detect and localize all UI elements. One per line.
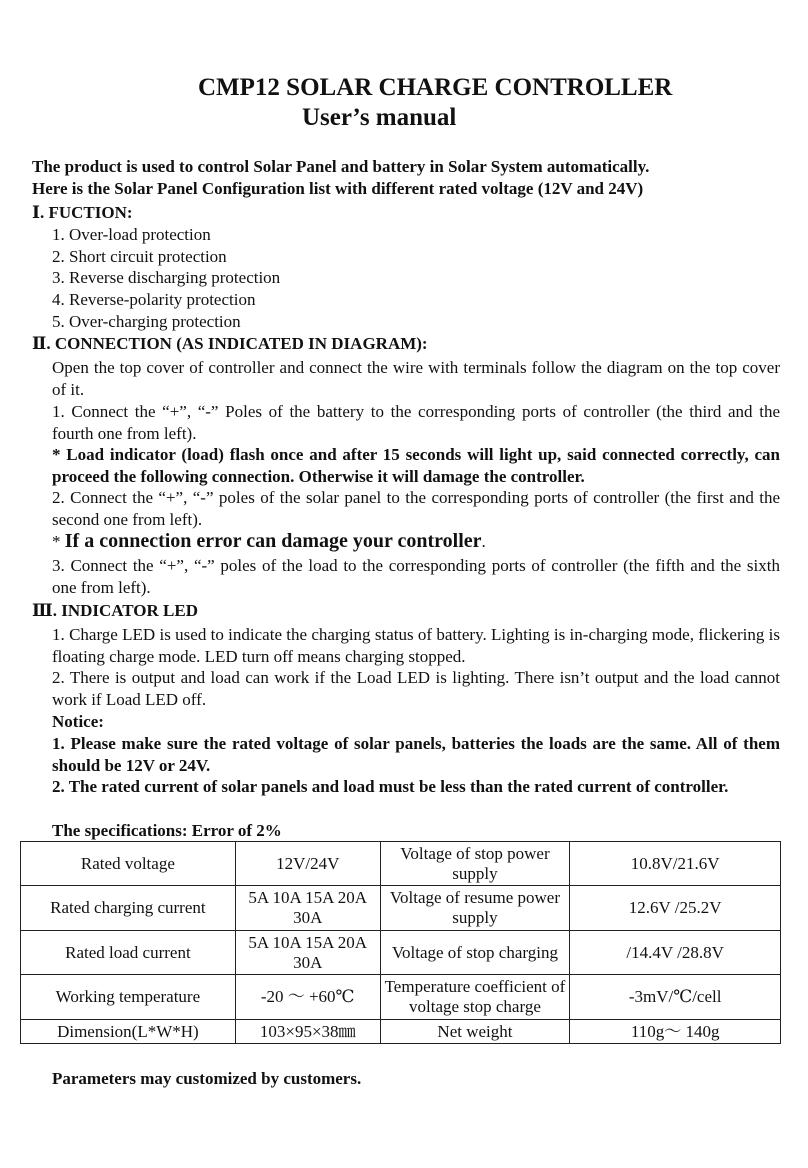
function-item: 5. Over-charging protection [52,312,241,331]
indicator-paragraph-1: 1. Charge LED is used to indicate the charging status of battery. Lighting is in-charging mode, flickering is floating charge mode. LED turn off means charging stopped. [52,625,780,666]
connection-step-2: 2. Connect the “+”, “-” poles of the solar panel to the corresponding ports of controller (the first and the second one from left). [52,488,780,529]
connection-warning: * Load indicator (load) flash once and after 15 seconds will light up, said connected correctly, can proceed the following connection. Otherwise it will damage the controller. [52,445,780,486]
table-row [21,842,781,886]
connection-step-3: 3. Connect the “+”, “-” poles of the load to the corresponding ports of controller (the fifth and the sixth one from left). [52,556,780,597]
connection-paragraph: Open the top cover of controller and connect the wire with terminals follow the diagram on the top cover of it. [52,358,780,399]
document-subtitle: User’s manual [302,104,457,131]
spec-label: Net weight [380,1020,570,1044]
function-item: 3. Reverse discharging protection [52,268,281,287]
spec-table [20,841,781,1044]
spec-value: -3mV/℃/cell [570,975,781,1020]
spec-label: Dimension(L*W*H) [21,1020,236,1044]
spec-value: 12V/24V [235,842,380,886]
note-star: * [52,532,65,551]
spec-value: 103×95×38㎜ [235,1020,380,1044]
connection-error-note [52,531,780,553]
spec-value: 110g～ 140g [570,1020,781,1044]
function-item: 2. Short circuit protection [52,247,227,266]
indicator-paragraph-2: 2. There is output and load can work if the Load LED is lighting. There isn’t output and the load cannot work if Load LED off. [52,668,780,709]
section-heading-indicator: Ⅲ. INDICATOR LED [32,601,199,620]
spec-value: 5A 10A 15A 20A 30A [235,931,380,975]
section-heading-connection: Ⅱ. CONNECTION (AS INDICATED IN DIAGRAM): [32,334,428,353]
section-heading-function: Ⅰ. FUCTION: [32,203,133,222]
spec-value: /14.4V /28.8V [570,931,781,975]
table-row [21,886,781,931]
notice-item-1: 1. Please make sure the rated voltage of solar panels, batteries the loads are the same. All of them should be 12V or 24V. [52,734,780,775]
notice-label: Notice: [52,712,104,731]
spec-label: Voltage of stop power supply [380,842,570,886]
notice-item-2: 2. The rated current of solar panels and load must be less than the rated current of controller. [52,777,729,796]
spec-value: 12.6V /25.2V [570,886,781,931]
spec-label: Voltage of resume power supply [380,886,570,931]
note-end: . [481,532,486,551]
footer-note: Parameters may customized by customers. [52,1069,362,1088]
spec-label: Rated voltage [21,842,236,886]
note-text: If a connection error can damage your controller [64,530,482,552]
connection-step-1: 1. Connect the “+”, “-” Poles of the battery to the corresponding ports of controller (the third and the fourth one from left). [52,402,780,443]
spec-label: Temperature coefficient of voltage stop charge [380,975,570,1020]
spec-label: Rated charging current [21,886,236,931]
table-row [21,1020,781,1044]
spec-heading: The specifications: Error of 2% [52,821,282,840]
table-row [21,975,781,1020]
spec-label: Working temperature [21,975,236,1020]
function-item: 4. Reverse-polarity protection [52,290,256,309]
spec-value: 10.8V/21.6V [570,842,781,886]
document-title: CMP12 SOLAR CHARGE CONTROLLER [198,74,673,101]
function-item: 1. Over-load protection [52,225,211,244]
intro-line-2: Here is the Solar Panel Configuration list with different rated voltage (12V and 24V) [32,179,644,198]
spec-value: -20 ～ +60℃ [235,975,380,1020]
table-row [21,931,781,975]
spec-label: Rated load current [21,931,236,975]
spec-label: Voltage of stop charging [380,931,570,975]
spec-value: 5A 10A 15A 20A 30A [235,886,380,931]
intro-line-1: The product is used to control Solar Panel and battery in Solar System automatically. [32,157,650,176]
